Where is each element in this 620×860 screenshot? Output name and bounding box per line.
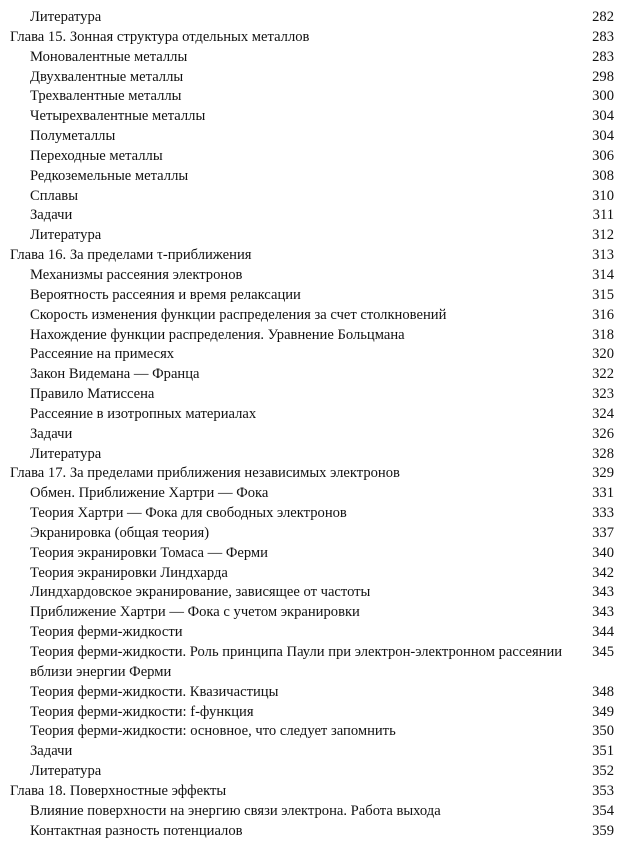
toc-entry-page: 354	[592, 802, 614, 819]
toc-section	[10, 8, 614, 28]
toc-entry-title: Редкоземельные металлы	[30, 167, 189, 184]
toc-entry-page: 352	[592, 763, 614, 780]
toc-section	[10, 722, 614, 742]
toc-chapter	[10, 28, 614, 48]
toc-entry-title: Рассеяние на примесях	[30, 346, 175, 363]
toc-section	[10, 206, 614, 226]
toc-entry-title: Приближение Хартри — Фока с учетом экранировки	[30, 604, 360, 621]
toc-section	[10, 68, 614, 88]
toc-entry-title: Трехвалентные металлы	[30, 88, 182, 105]
toc-section	[10, 385, 614, 405]
toc-entry-title: Четырехвалентные металлы	[30, 108, 206, 125]
toc-entry-title: Полуметаллы	[30, 128, 116, 145]
toc-section	[10, 544, 614, 564]
toc-entry-title: Глава 15. Зонная структура отдельных металлов	[10, 28, 310, 45]
toc-entry-title: Задачи	[30, 743, 73, 760]
toc-entry-page: 320	[592, 346, 614, 363]
toc-section	[10, 445, 614, 465]
toc-entry-page: 333	[592, 505, 614, 522]
toc-section	[10, 326, 614, 346]
toc-entry-page: 304	[592, 108, 614, 125]
toc-section	[10, 703, 614, 723]
toc-section	[10, 623, 614, 643]
toc-section	[10, 762, 614, 782]
toc-entry-page: 323	[592, 386, 614, 403]
toc-entry-page: 283	[592, 48, 614, 65]
toc-entry-title: Глава 16. За пределами τ-приближения	[10, 247, 252, 264]
toc-entry-page: 304	[592, 128, 614, 145]
toc-entry-title: Теория ферми-жидкости. Квазичастицы	[30, 683, 279, 700]
toc-section	[10, 583, 614, 603]
toc-entry-page: 329	[592, 465, 614, 482]
toc-chapter	[10, 246, 614, 266]
toc-entry-title: Теория Хартри — Фока для свободных электронов	[30, 505, 347, 522]
toc-entry-page: 298	[592, 68, 614, 85]
toc-section	[10, 266, 614, 286]
toc-section	[10, 802, 614, 822]
toc-chapter	[10, 782, 614, 802]
toc-chapter	[10, 464, 614, 484]
toc-entry-title: Литература	[30, 763, 102, 780]
toc-entry-title: Контактная разность потенциалов	[30, 822, 243, 839]
toc-section	[10, 48, 614, 68]
toc-entry-page: 337	[592, 524, 614, 541]
toc-section	[10, 306, 614, 326]
toc-section	[10, 564, 614, 584]
toc-section	[10, 603, 614, 623]
toc-entry-title: Закон Видемана — Франца	[30, 366, 200, 383]
toc-entry-title: Скорость изменения функции распределения за счет столкновений	[30, 306, 447, 323]
toc-entry-title: Правило Матиссена	[30, 386, 155, 403]
toc-entry-title: Вероятность рассеяния и время релаксации	[30, 286, 301, 303]
toc-entry-page: 308	[592, 167, 614, 184]
toc-entry-page: 315	[592, 286, 614, 303]
toc-entry-page: 314	[592, 266, 614, 283]
toc-section	[10, 504, 614, 524]
toc-entry-title: Литература	[30, 9, 102, 25]
toc-entry-page: 310	[592, 187, 614, 204]
toc-entry-title: Задачи	[30, 425, 73, 442]
table-of-contents	[10, 8, 614, 841]
toc-entry-title: Двухвалентные металлы	[30, 68, 184, 85]
toc-entry-page: 312	[592, 227, 614, 244]
toc-entry-page: 345	[592, 644, 614, 660]
toc-entry-page: 326	[592, 425, 614, 442]
toc-entry-title: Литература	[30, 445, 102, 462]
toc-entry-page: 311	[592, 207, 614, 224]
toc-entry-page: 342	[592, 564, 614, 581]
toc-entry-page: 318	[592, 326, 614, 343]
toc-section	[10, 167, 614, 187]
toc-section	[10, 742, 614, 762]
toc-entry-title: Рассеяние в изотропных материалах	[30, 405, 257, 422]
toc-section	[10, 345, 614, 365]
toc-entry-page: 351	[592, 743, 614, 760]
toc-entry-title: Моновалентные металлы	[30, 48, 188, 65]
toc-section	[10, 127, 614, 147]
toc-section	[10, 187, 614, 207]
toc-section	[10, 683, 614, 703]
toc-entry-page: 350	[592, 723, 614, 740]
toc-section	[10, 484, 614, 504]
toc-entry-title: Теория ферми-жидкости	[30, 624, 183, 641]
toc-entry-title: Теория ферми-жидкости: основное, что следует запомнить	[30, 723, 396, 740]
toc-entry-title: Теория экранировки Линдхарда	[30, 564, 228, 581]
toc-entry-page: 313	[592, 247, 614, 264]
toc-entry-title: Теория экранировки Томаса — Ферми	[30, 544, 268, 561]
toc-entry-page: 306	[592, 147, 614, 164]
toc-entry-page: 343	[592, 604, 614, 621]
toc-entry-title: Переходные металлы	[30, 147, 163, 164]
toc-entry-page: 359	[592, 822, 614, 839]
toc-section	[10, 147, 614, 167]
toc-entry-page: 353	[592, 782, 614, 799]
toc-entry-title: Теория ферми-жидкости. Роль принципа Паули при электрон-электронном рассеянии вблизи энергии Ферми	[30, 644, 563, 680]
toc-entry-page: 283	[592, 28, 614, 45]
toc-entry-title: Линдхардовское экранирование, зависящее от частоты	[30, 584, 371, 601]
toc-entry-page: 344	[592, 624, 614, 641]
toc-entry-title: Сплавы	[30, 187, 78, 204]
toc-entry-title: Нахождение функции распределения. Уравнение Больцмана	[30, 326, 405, 343]
toc-entry-page: 331	[592, 485, 614, 502]
toc-section	[10, 286, 614, 306]
toc-section	[10, 226, 614, 246]
toc-entry-page: 324	[592, 405, 614, 422]
toc-entry-title: Глава 18. Поверхностные эффекты	[10, 782, 227, 799]
toc-entry-title: Глава 17. За пределами приближения независимых электронов	[10, 465, 400, 482]
toc-entry-page: 348	[592, 683, 614, 700]
toc-entry-page: 322	[592, 366, 614, 383]
toc-section	[10, 365, 614, 385]
toc-entry-page: 282	[592, 9, 614, 25]
toc-entry-title: Теория ферми-жидкости: f-функция	[30, 703, 254, 720]
toc-entry-title: Экранировка (общая теория)	[30, 524, 210, 541]
toc-entry-title: Влияние поверхности на энергию связи электрона. Работа выхода	[30, 802, 441, 819]
toc-section	[10, 405, 614, 425]
toc-entry-page: 340	[592, 544, 614, 561]
toc-entry-title: Литература	[30, 227, 102, 244]
toc-section	[10, 425, 614, 445]
toc-entry-page: 316	[592, 306, 614, 323]
toc-entry-page: 343	[592, 584, 614, 601]
toc-entry-title: Механизмы рассеяния электронов	[30, 266, 243, 283]
toc-entry-page: 349	[592, 703, 614, 720]
toc-entry-page: 300	[592, 88, 614, 105]
toc-section	[10, 87, 614, 107]
toc-section	[10, 107, 614, 127]
toc-section	[10, 524, 614, 544]
toc-entry-page: 328	[592, 445, 614, 462]
toc-section	[10, 822, 614, 842]
toc-entry-title: Задачи	[30, 207, 73, 224]
toc-entry-title: Обмен. Приближение Хартри — Фока	[30, 485, 269, 502]
toc-section	[10, 643, 614, 683]
